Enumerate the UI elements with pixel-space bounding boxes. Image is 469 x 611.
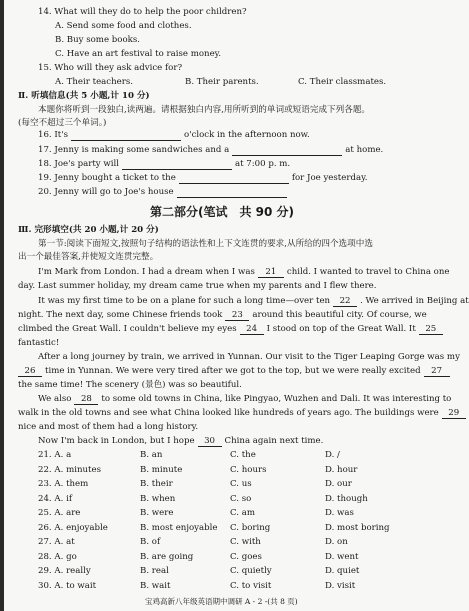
section-3-instruction-cont: 出一个最佳答案,并使短文连贯完整。 xyxy=(18,252,159,262)
fill-17: 17. Jenny is making some sandwiches and a at home. xyxy=(38,145,384,155)
fill-19: 19. Jenny bought a ticket to the for Joe yesterday. xyxy=(38,173,368,183)
blank-30: 30 xyxy=(198,437,222,447)
question-15: 15. Who will they ask advice for? xyxy=(38,63,183,73)
passage-line: Now I'm back in London, but I hope 30 China again next time. xyxy=(38,436,324,446)
page-footer: 宝鸡高新八年级英语期中调研 A - 2 -(共 8 页) xyxy=(145,597,298,606)
q15-option-b: B. Their parents. xyxy=(185,77,259,87)
blank-29: 29 xyxy=(442,409,466,419)
option-29-a: 29. A. really xyxy=(38,566,91,576)
blank-22: 22 xyxy=(333,297,357,307)
blank-23: 23 xyxy=(225,311,249,321)
passage-line: It was my first time to be on a plane for such a long time—over ten 22 . We arrived in Beijing at xyxy=(38,296,469,306)
section-3-instruction: 第一节:阅读下面短文,按照句子结构的语法性和上下文连贯的要求,从所给的四个选项中选 xyxy=(38,239,373,249)
option-21-a: 21. A. a xyxy=(38,450,72,460)
passage-line: nice and most of them had a long history. xyxy=(18,422,199,432)
q14-option-b: B. Buy some books. xyxy=(55,35,140,45)
option-25-c: C. am xyxy=(230,508,256,518)
option-29-b: B. real xyxy=(140,566,169,576)
option-22-a: 22. A. minutes xyxy=(38,464,101,475)
option-23-b: B. their xyxy=(140,479,173,489)
option-22-b: B. minute xyxy=(140,464,183,475)
question-14: 14. What will they do to help the poor children? xyxy=(38,7,247,17)
option-30-b: B. wait xyxy=(140,580,171,591)
page-edge-shadow xyxy=(0,0,4,611)
q14-option-c: C. Have an art festival to raise money. xyxy=(55,49,222,59)
option-26-c: C. boring xyxy=(230,522,271,533)
option-26-a: 26. A. enjoyable xyxy=(38,522,108,533)
q15-option-c: C. Their classmates. xyxy=(298,77,387,87)
option-24-c: C. so xyxy=(230,493,252,504)
q15-option-a: A. Their teachers. xyxy=(55,77,133,87)
option-23-d: D. our xyxy=(325,479,352,489)
passage-line: 26 time in Yunnan. We were very tired after we got to the top, but we were really excited 27 xyxy=(18,367,453,377)
option-26-d: D. most boring xyxy=(325,522,390,533)
option-28-d: D. went xyxy=(325,551,359,562)
option-22-c: C. hours xyxy=(230,464,267,475)
option-21-c: C. the xyxy=(230,450,256,460)
option-25-b: B. were xyxy=(140,508,174,518)
section-2-instruction: 本题你将听到一段独白,读两遍。请根据独白内容,用所听到的单词或短语完成下列各题。 xyxy=(38,105,371,115)
option-30-d: D. visit xyxy=(325,580,356,591)
option-22-d: D. hour xyxy=(325,464,358,475)
blank-26: 26 xyxy=(18,367,42,377)
option-28-c: C. goes xyxy=(230,551,262,562)
passage-line: the same time! The scenery (景色) was so beautiful. xyxy=(18,380,242,390)
passage-line: day. Last summer holiday, my dream came true when my parents and I flew there. xyxy=(18,281,377,291)
option-23-a: 23. A. them xyxy=(38,479,89,489)
option-28-a: 28. A. go xyxy=(38,551,77,562)
passage-line: After a long journey by train, we arrived in Yunnan. Our visit to the Tiger Leaping Gorge was my xyxy=(38,352,460,362)
passage-line: night. The next day, some Chinese friends took 23 around this beautiful city. Of course, we xyxy=(18,310,427,320)
option-26-b: B. most enjoyable xyxy=(140,522,218,533)
option-27-d: D. on xyxy=(325,537,348,547)
option-29-c: C. quietly xyxy=(230,566,272,576)
fill-20: 20. Jenny will go to Joe's house xyxy=(38,188,290,198)
blank-21: 21 xyxy=(258,268,284,278)
blank-27: 27 xyxy=(424,367,450,377)
blank-28: 28 xyxy=(74,395,98,405)
blank-24: 24 xyxy=(240,325,264,335)
option-29-d: D. quiet xyxy=(325,566,360,576)
option-30-c: C. to visit xyxy=(230,580,272,591)
section-2-title: Ⅱ. 听填信息(共 5 小题,计 10 分) xyxy=(18,91,150,101)
option-27-b: B. of xyxy=(140,537,161,547)
fill-18: 18. Joe's party will at 7:00 p. m. xyxy=(38,159,291,169)
option-28-b: B. are going xyxy=(140,551,194,562)
option-30-a: 30. A. to wait xyxy=(38,580,97,591)
option-25-a: 25. A. are xyxy=(38,508,81,518)
section-2-instruction-cont: (每空不超过三个单词。) xyxy=(18,118,107,128)
option-23-c: C. us xyxy=(230,479,252,489)
passage-line: fantastic! xyxy=(18,338,60,348)
section-3-title: Ⅲ. 完形填空(共 20 小题,计 20 分) xyxy=(18,225,159,235)
passage-line: I'm Mark from London. I had a dream when I was 21 child. I wanted to travel to China one xyxy=(38,267,450,277)
option-21-b: B. an xyxy=(140,450,163,460)
blank-25: 25 xyxy=(419,325,443,335)
option-24-a: 24. A. if xyxy=(38,493,72,504)
part-2-heading: 第二部分(笔试 共 90 分) xyxy=(150,205,295,219)
option-27-a: 27. A. at xyxy=(38,537,75,547)
option-27-c: C. with xyxy=(230,537,261,547)
option-24-b: B. when xyxy=(140,493,176,504)
passage-line: We also 28 to some old towns in China, like Pingyao, Wuzhen and Dali. It was interesting to xyxy=(38,394,452,404)
fill-16: 16. It's o'clock in the afternoon now. xyxy=(38,130,310,140)
option-21-d: D. / xyxy=(325,450,340,460)
option-24-d: D. though xyxy=(325,493,368,504)
option-25-d: D. was xyxy=(325,508,354,518)
passage-line: walk in the old towns and see what China looked like hundreds of years ago. The buildings were 29 xyxy=(18,409,469,419)
q14-option-a: A. Send some food and clothes. xyxy=(55,21,192,31)
passage-line: climbed the Great Wall. I couldn't believe my eyes 24 I stood on top of the Great Wall. It 25 xyxy=(18,325,446,335)
